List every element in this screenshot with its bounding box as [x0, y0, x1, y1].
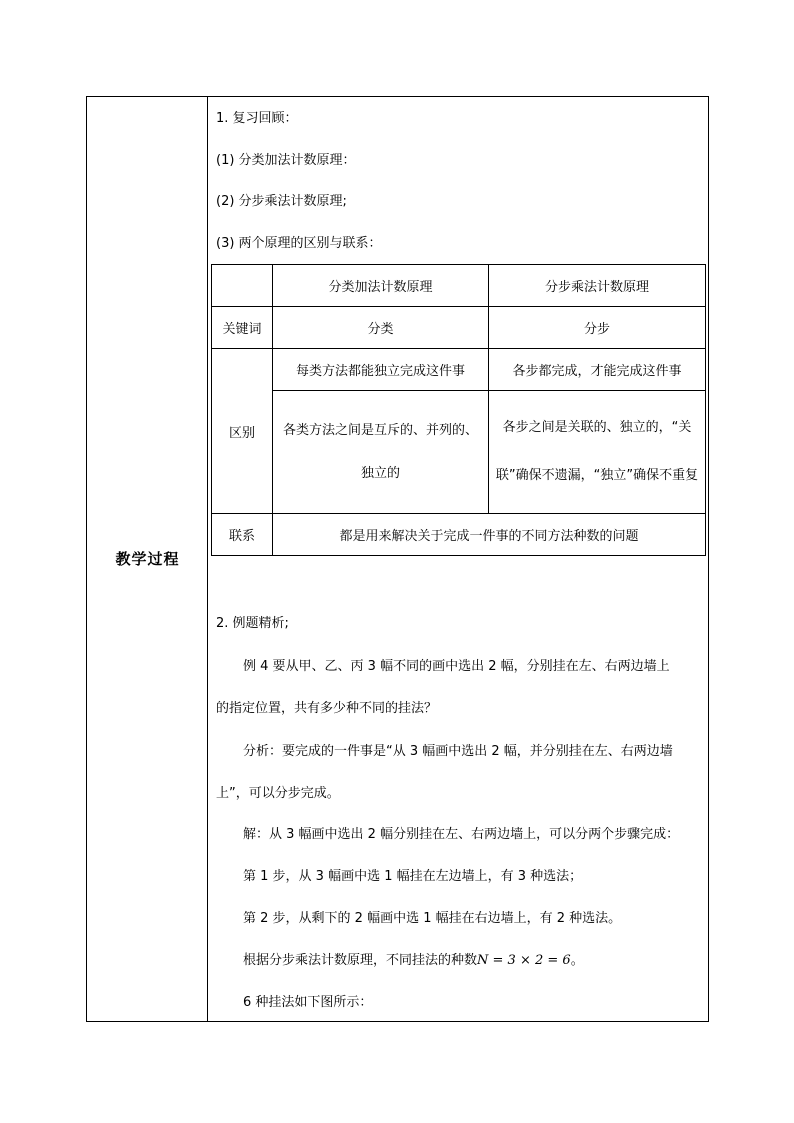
table-cell: 各步都完成，才能完成这件事	[489, 349, 706, 391]
analysis-line-1: 分析：要完成的一件事是“从 3 幅画中选出 2 幅，并分别挂在左、右两边墙	[243, 744, 673, 759]
table-cell	[212, 265, 273, 307]
table-cell: 都是用来解决关于完成一件事的不同方法种数的问题	[273, 514, 706, 556]
table-cell: 分类加法计数原理	[273, 265, 489, 307]
table-row	[212, 391, 706, 514]
table-cell: 关键词	[212, 307, 273, 349]
conclusion-line	[243, 952, 584, 970]
table-cell: 联系	[212, 514, 273, 556]
table-row	[212, 265, 706, 307]
table-row	[212, 514, 706, 556]
problem-line-1: 例 4 要从甲、乙、丙 3 幅不同的画中选出 2 幅，分别挂在左、右两边墙上	[243, 659, 670, 674]
table-cell: 各步之间是关联的、独立的，“关联”确保不遗漏，“独立”确保不重复	[489, 391, 706, 514]
table-cell: 区别	[212, 349, 273, 514]
section-label: 教学过程	[115, 550, 180, 568]
formula: N = 3 × 2 = 6	[477, 953, 571, 968]
table-cell: 各类方法之间是互斥的、并列的、独立的	[273, 391, 489, 514]
table-row	[212, 349, 706, 391]
figure-note: 6 种挂法如下图所示：	[243, 995, 373, 1010]
item-3: (3) 两个原理的区别与联系：	[216, 236, 382, 251]
conclusion-prefix: 根据分步乘法计数原理，不同挂法的种数	[243, 953, 478, 968]
comparison-table	[211, 264, 706, 556]
example-heading: 2. 例题精析;	[216, 616, 289, 631]
item-1: (1) 分类加法计数原理：	[216, 153, 356, 168]
left-column	[87, 97, 208, 1021]
table-cell: 每类方法都能独立完成这件事	[273, 349, 489, 391]
step-2-line: 第 2 步，从剩下的 2 幅画中选 1 幅挂在右边墙上，有 2 种选法。	[243, 911, 622, 926]
table-cell: 分步	[489, 307, 706, 349]
item-2: (2) 分步乘法计数原理;	[216, 194, 347, 209]
table-cell: 分类	[273, 307, 489, 349]
conclusion-suffix: 。	[570, 953, 584, 968]
table-cell: 分步乘法计数原理	[489, 265, 706, 307]
step-1-line: 第 1 步，从 3 幅画中选 1 幅挂在左边墙上，有 3 种选法；	[243, 869, 583, 884]
review-heading: 1. 复习回顾：	[216, 111, 298, 126]
problem-line-2: 的指定位置，共有多少种不同的挂法？	[216, 701, 438, 716]
table-row	[212, 307, 706, 349]
solution-line: 解：从 3 幅画中选出 2 幅分别挂在左、右两边墙上，可以分两个步骤完成：	[243, 827, 680, 842]
analysis-line-2: 上”，可以分步完成。	[216, 786, 340, 801]
